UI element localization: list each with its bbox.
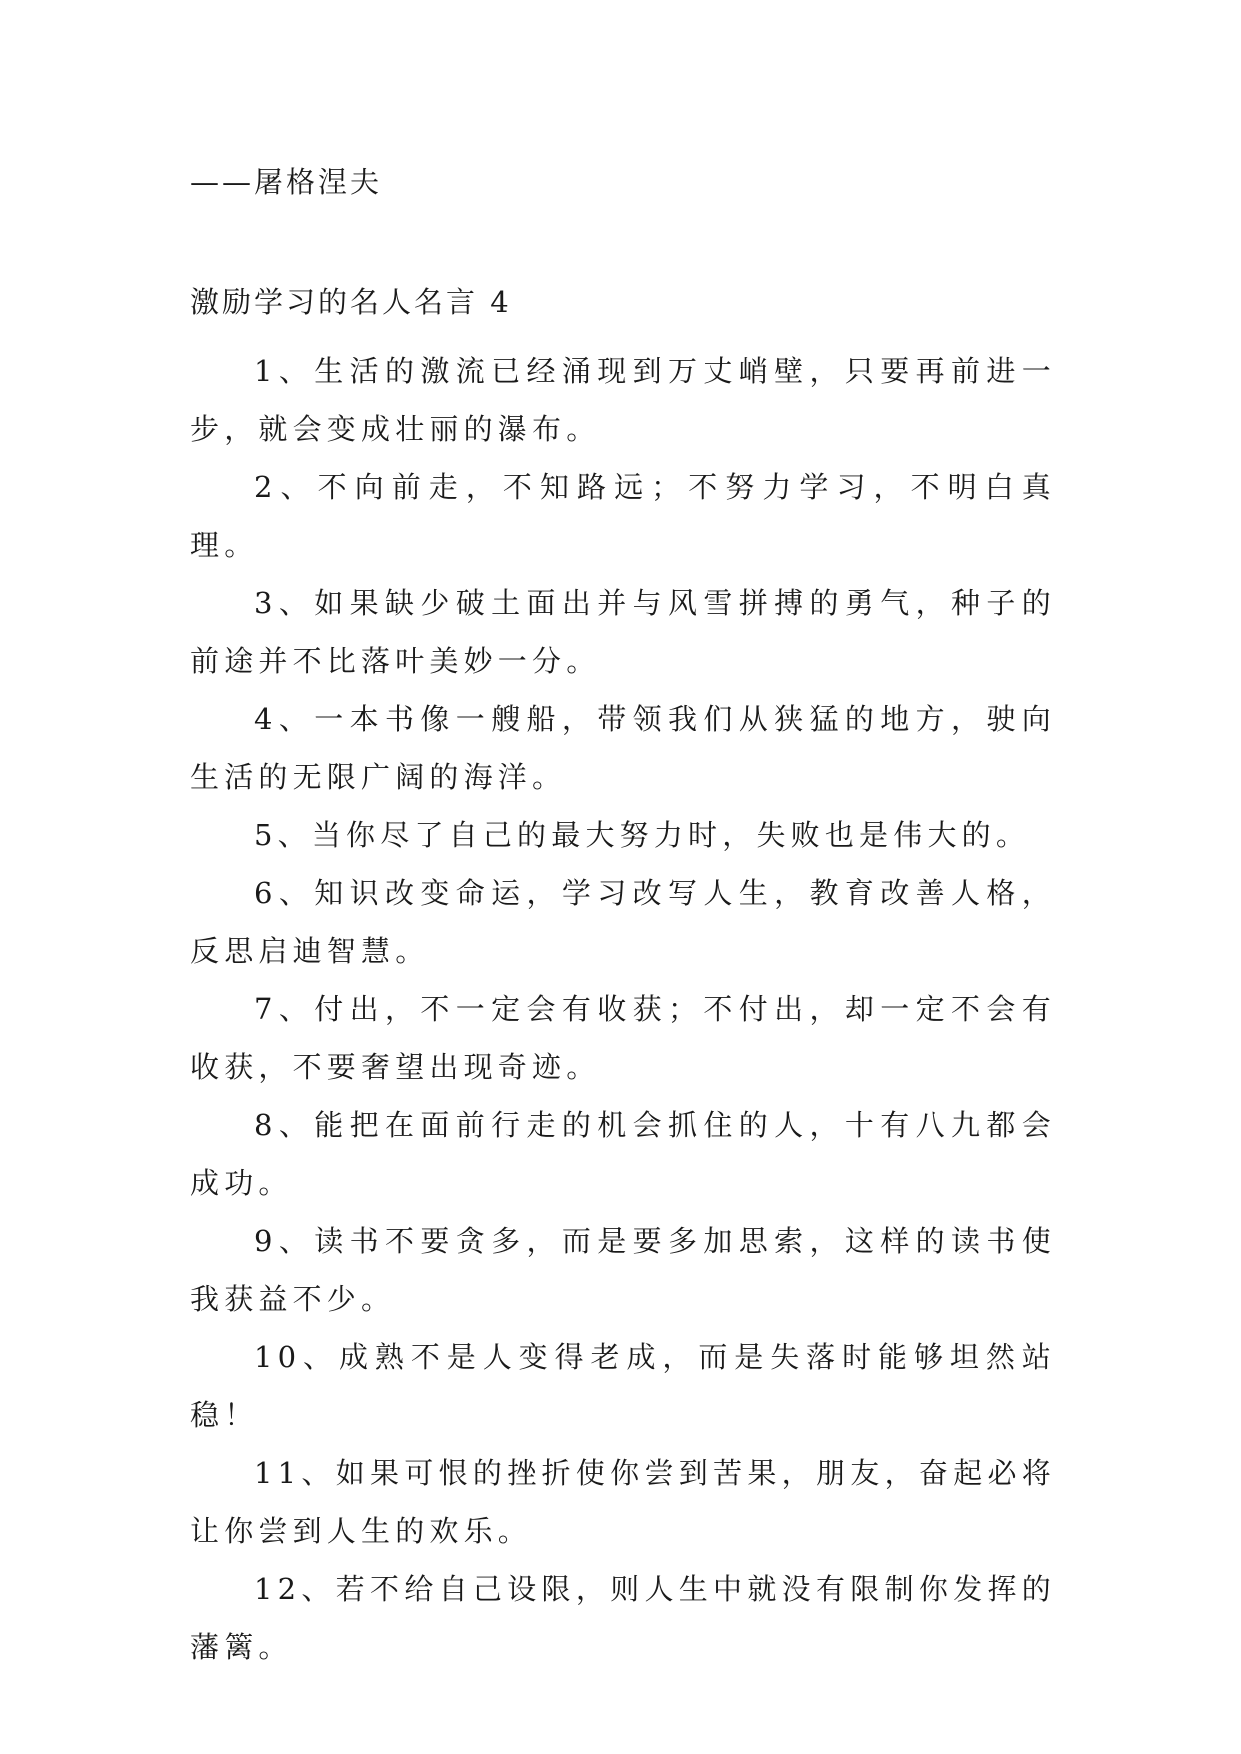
- quote-item: 4、一本书像一艘船，带领我们从狭猛的地方，驶向生活的无限广阔的海洋。: [190, 702, 1056, 794]
- quote-item: 2、不向前走，不知路远；不努力学习，不明白真理。: [190, 470, 1056, 562]
- quote-item: 9、读书不要贪多，而是要多加思索，这样的读书使我获益不少。: [190, 1224, 1056, 1316]
- quote-item: 11、如果可恨的挫折使你尝到苦果，朋友，奋起必将让你尝到人生的欢乐。: [190, 1456, 1056, 1548]
- quote-item: 10、成熟不是人变得老成，而是失落时能够坦然站稳！: [190, 1340, 1056, 1432]
- quote-item: 5、当你尽了自己的最大努力时，失败也是伟大的。: [254, 818, 1031, 852]
- quote-item: 6、知识改变命运，学习改写人生，教育改善人格，反思启迪智慧。: [190, 876, 1056, 968]
- quote-item: 3、如果缺少破土面出并与风雪拼搏的勇气，种子的前途并不比落叶美妙一分。: [190, 586, 1056, 678]
- quote-list: [190, 342, 1056, 1676]
- quote-item: 7、付出，不一定会有收获；不付出，却一定不会有收获，不要奢望出现奇迹。: [190, 992, 1056, 1084]
- quote-item: 12、若不给自己设限，则人生中就没有限制你发挥的藩篱。: [190, 1572, 1056, 1664]
- quote-attribution: ——屠格涅夫: [190, 165, 383, 199]
- quote-item: 8、能把在面前行走的机会抓住的人，十有八九都会成功。: [190, 1108, 1056, 1200]
- quote-item: 1、生活的激流已经涌现到万丈峭壁，只要再前进一步，就会变成壮丽的瀑布。: [190, 354, 1056, 446]
- section-title: 激励学习的名人名言 4: [190, 285, 512, 319]
